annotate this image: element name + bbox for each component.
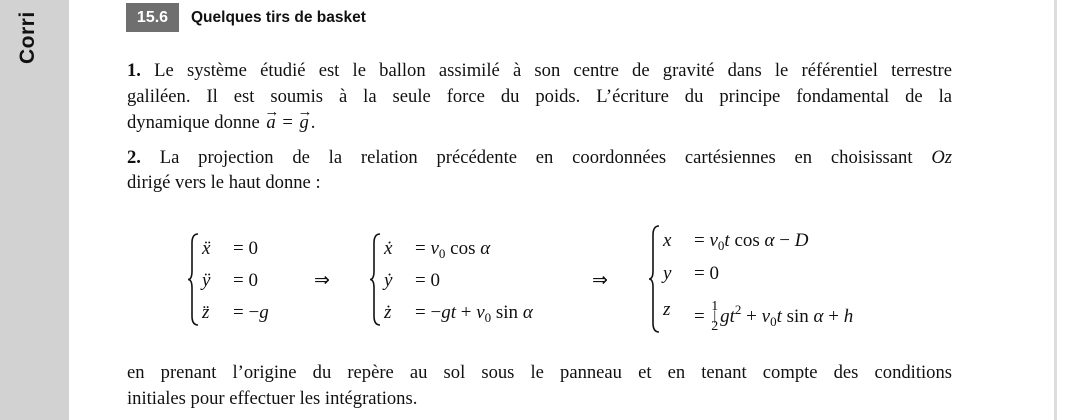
equation-term: = 0 <box>415 270 440 291</box>
equation-rhs <box>233 302 269 324</box>
equation-term: t <box>776 306 782 327</box>
equation-term: cos <box>445 238 481 259</box>
equation-term: 0 <box>438 246 446 261</box>
equation-term: sin <box>491 302 523 323</box>
paragraph-1-line-3 <box>127 112 952 134</box>
text: La projection de la relation précédente en coordonnées cartésiennes en choisissant <box>159 147 913 168</box>
paragraph-2-line-1 <box>127 147 952 169</box>
equation-term: = − <box>415 302 442 323</box>
left-brace-icon <box>648 225 660 333</box>
text: Le système étudié est le ballon assimilé à son centre de gravité dans le référentiel terrestre <box>154 60 952 81</box>
left-brace-icon <box>369 233 381 326</box>
equation-variable: ẋ <box>384 238 393 259</box>
equation-term: = <box>415 238 431 259</box>
equation-term: t <box>729 306 735 327</box>
period: . <box>310 112 316 133</box>
equation-variable: x <box>663 230 672 251</box>
equation-rhs <box>694 230 808 257</box>
equals-sign: = <box>282 112 293 133</box>
equation-term: v <box>709 230 718 251</box>
item-number: 2. <box>127 147 141 168</box>
implies-arrow-1: ⇒ <box>314 270 330 291</box>
equation-term: = <box>694 230 710 251</box>
section-title: Quelques tirs de basket <box>191 9 366 26</box>
equation-term: v <box>476 302 485 323</box>
chapter-sidebar <box>0 0 69 420</box>
equation-term: + <box>741 306 762 327</box>
equation-rhs <box>694 299 853 333</box>
equation-term: = 0 <box>694 263 719 284</box>
equation-term: v <box>761 306 771 327</box>
equation-term: g <box>259 302 269 323</box>
vector-a: → a <box>264 112 277 134</box>
sidebar-label: Corri <box>16 11 39 64</box>
equation-term: 0 <box>484 310 492 325</box>
paragraph-1-line-2: galiléen. Il est soumis à la seule force du poids. L’écriture du principe fondamental de la <box>127 86 952 107</box>
equation-term: sin <box>781 306 814 327</box>
equation-term: = − <box>233 302 260 323</box>
equation-variable: ẍ <box>202 238 211 259</box>
axis-name: Oz <box>931 147 952 168</box>
equation-variable: ẏ <box>384 270 393 291</box>
fraction: 1|2 <box>711 298 719 334</box>
item-number: 1. <box>127 60 141 81</box>
equation-variable: ż <box>384 302 392 323</box>
equation-variable: y <box>663 263 672 284</box>
equation-term: = 0 <box>233 238 258 259</box>
equation-term: cos <box>729 230 765 251</box>
equation-variable: z̈ <box>202 302 210 323</box>
equation-term: α <box>480 238 491 259</box>
equation-term: + <box>823 306 844 327</box>
equation-term: α <box>813 306 824 327</box>
paragraph-3-line-2: initiales pour effectuer les intégrations. <box>127 388 418 409</box>
equation-rhs <box>415 238 490 265</box>
equation-rhs <box>233 270 258 292</box>
equation-term: h <box>843 306 854 327</box>
text: dynamique donne <box>127 112 260 133</box>
equation-variable: ÿ <box>202 270 211 291</box>
equation-rhs <box>415 302 533 329</box>
equation-term: t <box>724 230 730 251</box>
equation-term: = <box>694 306 710 327</box>
implies-arrow-2: ⇒ <box>592 270 608 291</box>
equation-term: 0 <box>770 314 777 329</box>
paragraph-2-line-2: dirigé vers le haut donne : <box>127 172 321 193</box>
equation-term: = 0 <box>233 270 258 291</box>
equation-rhs <box>694 263 719 285</box>
paragraph-1-line-1 <box>127 60 952 82</box>
equation-term: α <box>522 302 533 323</box>
equation-term: v <box>430 238 439 259</box>
paragraph-3-line-1: en prenant l’origine du repère au sol sous le panneau et en tenant compte des conditions <box>127 362 952 383</box>
equation-term: gt <box>441 302 456 323</box>
vector-g: → g <box>297 112 310 134</box>
section-number-badge: 15.6 <box>126 3 179 32</box>
equation-term: g <box>720 306 730 327</box>
equation-term: α <box>764 230 775 251</box>
equation-term: D <box>794 230 809 251</box>
left-brace-icon <box>187 233 199 326</box>
equation-variable: z <box>663 299 671 320</box>
equation-term: 0 <box>717 238 725 253</box>
equation-term: + <box>455 302 477 323</box>
equation-rhs <box>415 270 440 292</box>
page-edge-rule <box>1054 0 1057 420</box>
equation-term: − <box>774 230 795 251</box>
equation-term: 2 <box>734 302 742 317</box>
equation-rhs <box>233 238 258 260</box>
